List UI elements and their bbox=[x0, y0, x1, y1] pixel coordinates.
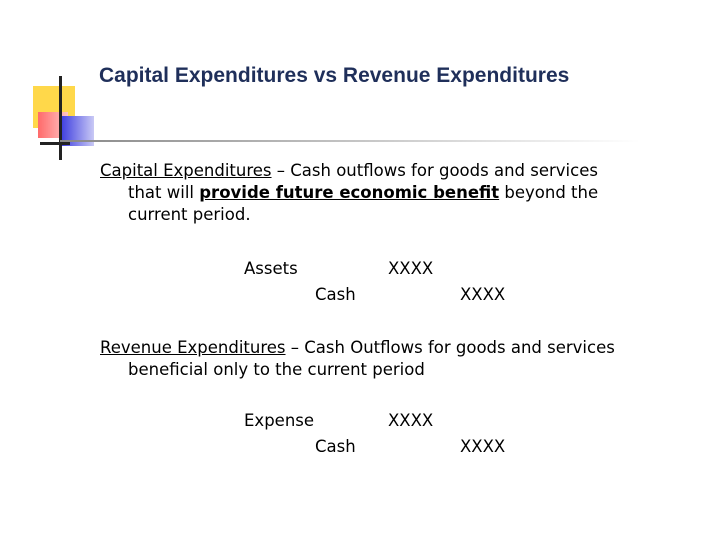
decorative-short-line bbox=[40, 142, 70, 145]
capital-debit-amount: XXXX bbox=[388, 259, 434, 278]
page-title: Capital Expenditures vs Revenue Expenditures bbox=[99, 64, 570, 87]
capital-credit-account: Cash bbox=[315, 285, 356, 304]
capital-credit-amount: XXXX bbox=[460, 285, 506, 304]
capital-term: Capital Expenditures bbox=[100, 161, 272, 180]
revenue-credit-amount: XXXX bbox=[460, 437, 506, 456]
revenue-expenditures-definition bbox=[100, 337, 700, 381]
title-divider bbox=[60, 140, 640, 142]
capital-expenditures-definition bbox=[100, 160, 700, 226]
capital-text-3: current period. bbox=[128, 205, 251, 224]
revenue-debit-amount: XXXX bbox=[388, 411, 434, 430]
revenue-credit-account: Cash bbox=[315, 437, 356, 456]
capital-text-2b: beyond the bbox=[499, 183, 599, 202]
capital-debit-account: Assets bbox=[244, 259, 298, 278]
decorative-vertical-line bbox=[59, 76, 62, 160]
capital-text-2a: that will bbox=[128, 183, 200, 202]
revenue-debit-account: Expense bbox=[244, 411, 315, 430]
revenue-text-2: beneficial only to the current period bbox=[128, 360, 425, 379]
revenue-term: Revenue Expenditures bbox=[100, 338, 286, 357]
revenue-text-1: – Cash Outflows for goods and services bbox=[285, 338, 615, 357]
capital-emphasis: provide future economic benefit bbox=[199, 183, 500, 202]
capital-text-1: – Cash outflows for goods and services bbox=[271, 161, 598, 180]
